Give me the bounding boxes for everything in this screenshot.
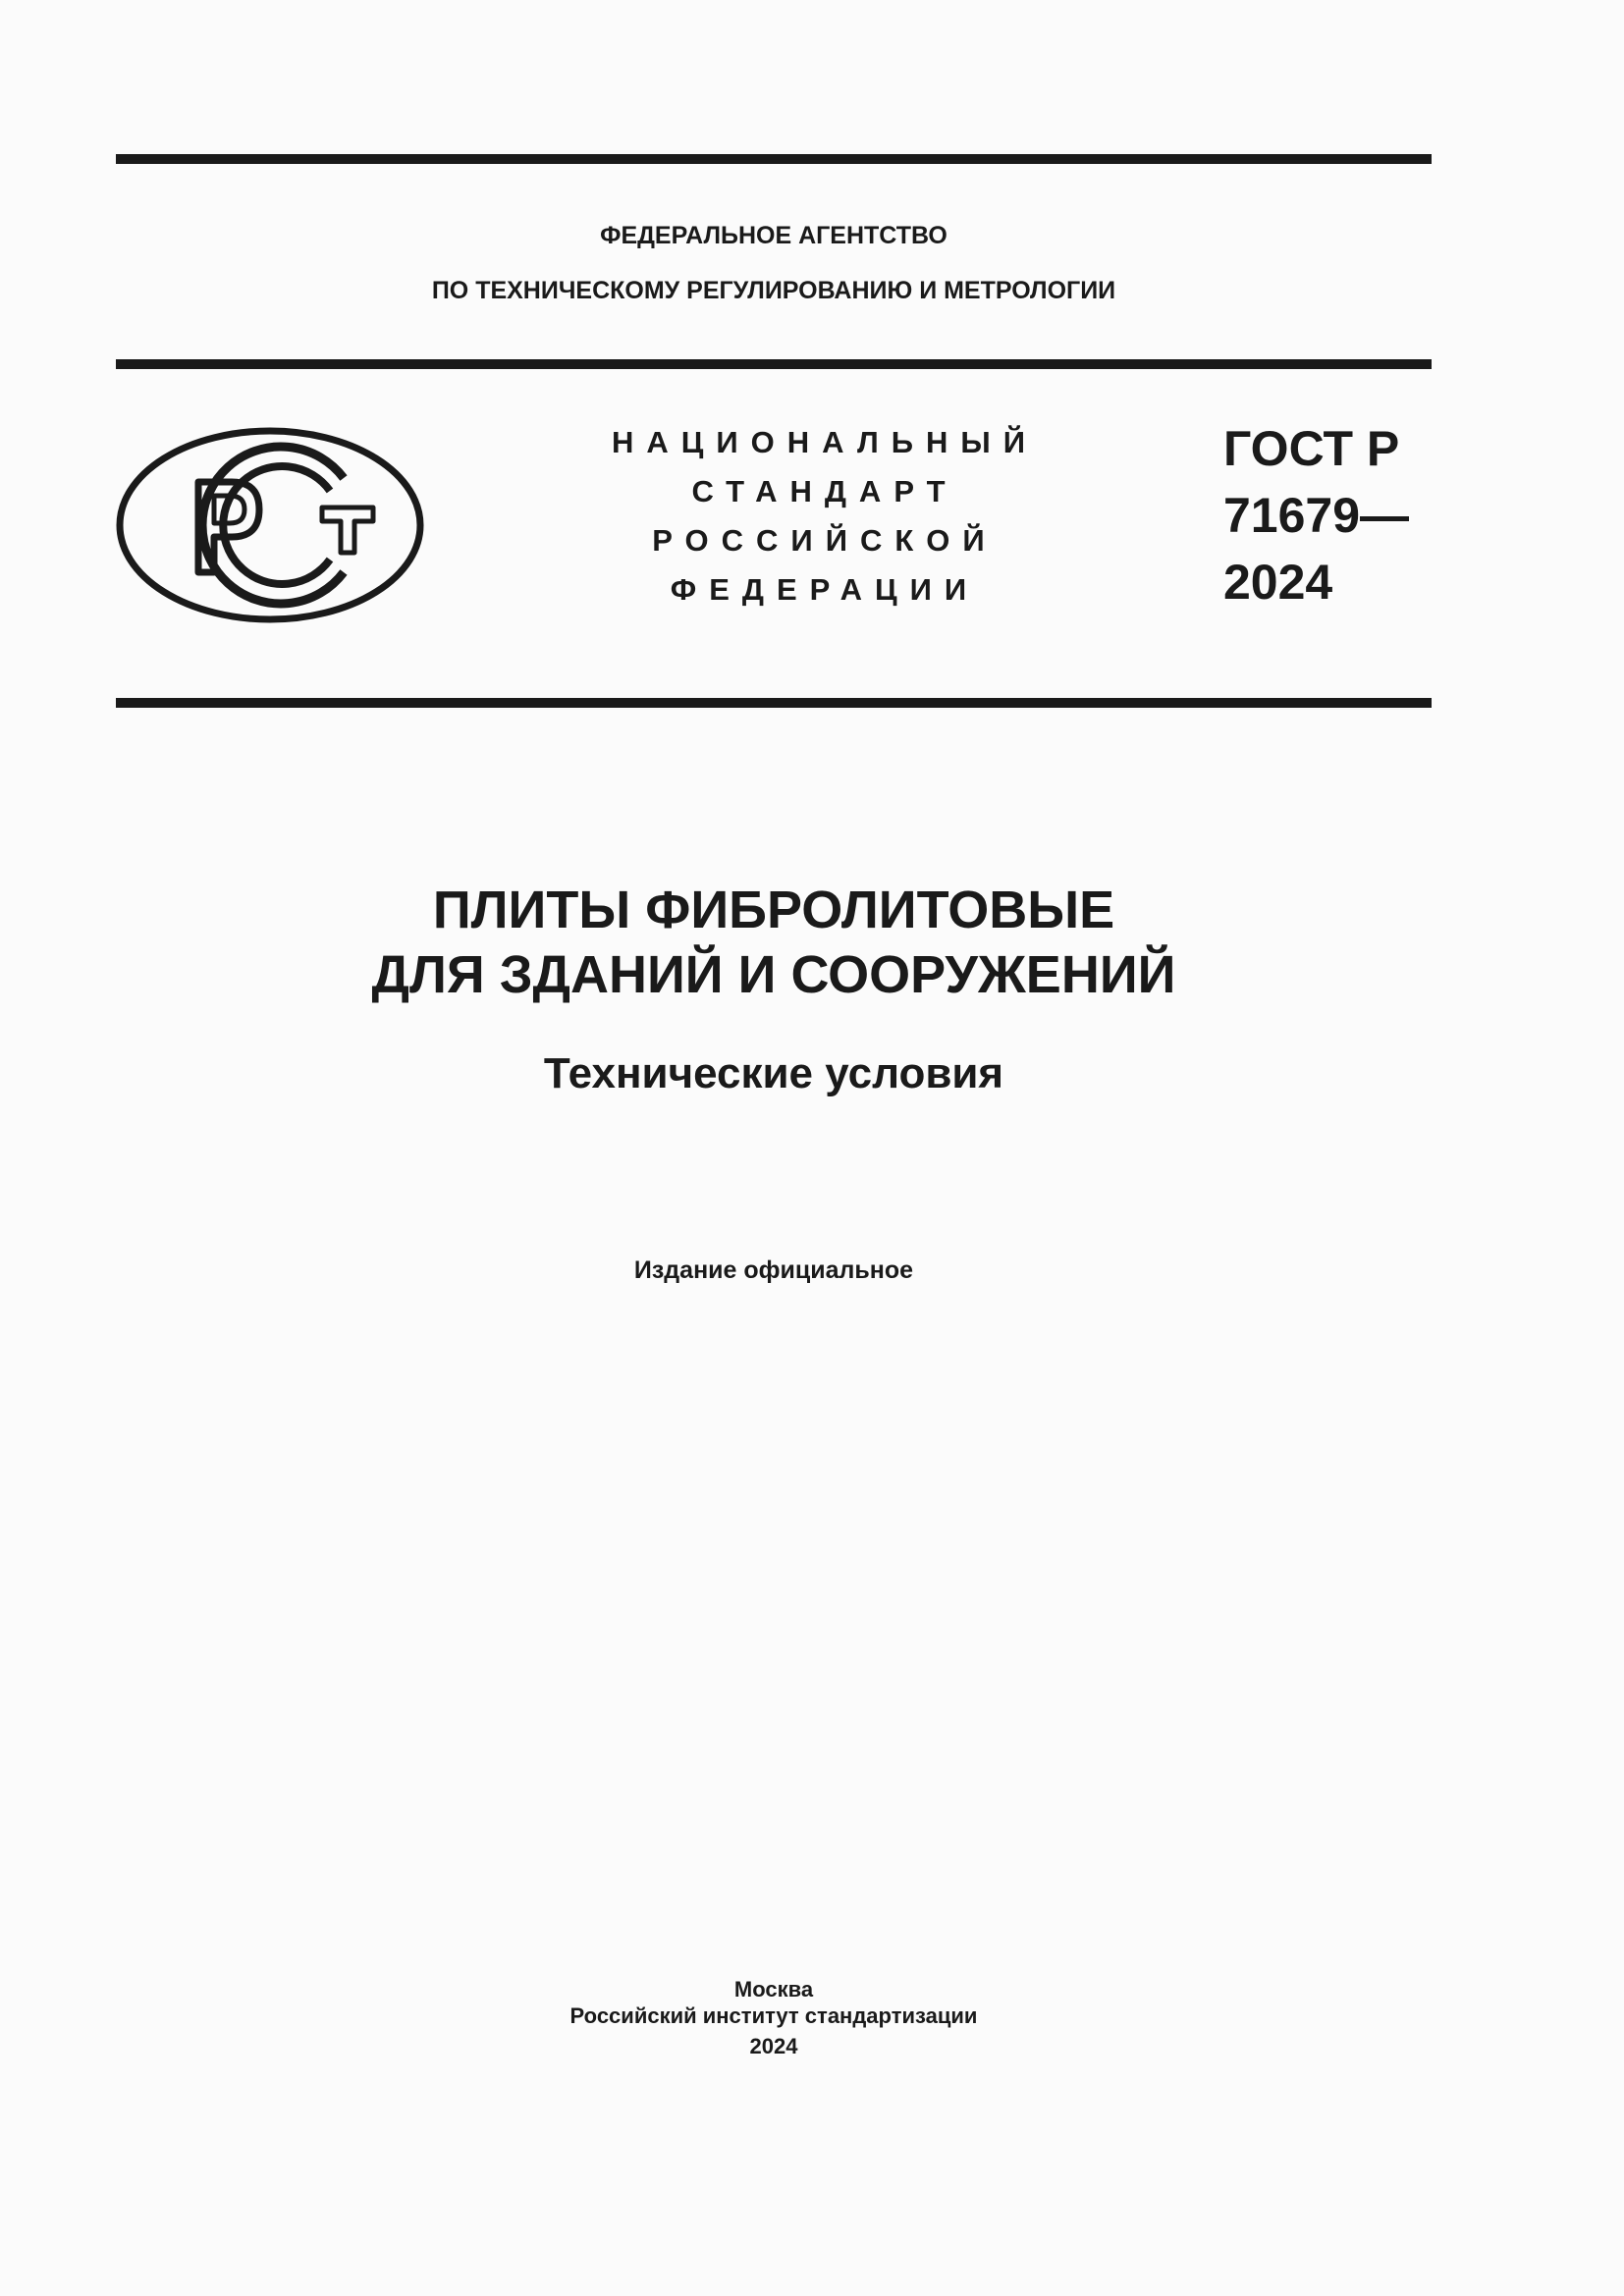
imprint-city: Москва bbox=[733, 1977, 814, 2002]
edition-label: Издание официальное bbox=[633, 1256, 914, 1284]
document-title-line2: ДЛЯ ЗДАНИЙ И СООРУЖЕНИЙ bbox=[371, 945, 1176, 1004]
document-subtitle: Технические условия bbox=[543, 1049, 1004, 1097]
imprint-year: 2024 bbox=[749, 2034, 798, 2058]
standard-type-line1: НАЦИОНАЛЬНЫЙ bbox=[611, 425, 1039, 459]
designation-line1: ГОСТ Р bbox=[1223, 421, 1400, 476]
agency-name-line2: ПО ТЕХНИЧЕСКОМУ РЕГУЛИРОВАНИЮ И МЕТРОЛОГИИ bbox=[431, 277, 1116, 304]
standard-type-line3: РОССИЙСКОЙ bbox=[652, 523, 998, 558]
agency-name-line1: ФЕДЕРАЛЬНОЕ АГЕНТСТВО bbox=[600, 222, 947, 249]
header-divider-rule bbox=[116, 359, 1432, 369]
imprint-publisher: Российский институт стандартизации bbox=[569, 2003, 978, 2028]
designation-line3: 2024 bbox=[1223, 555, 1333, 610]
standard-type-line4: ФЕДЕРАЦИИ bbox=[670, 572, 980, 607]
rst-logo-icon bbox=[116, 427, 425, 623]
top-rule bbox=[116, 154, 1432, 164]
designation-line2: 71679— bbox=[1223, 488, 1410, 543]
title-divider-rule bbox=[116, 698, 1432, 708]
standard-type-line2: СТАНДАРТ bbox=[691, 474, 958, 508]
document-title-line1: ПЛИТЫ ФИБРОЛИТОВЫЕ bbox=[432, 881, 1115, 939]
